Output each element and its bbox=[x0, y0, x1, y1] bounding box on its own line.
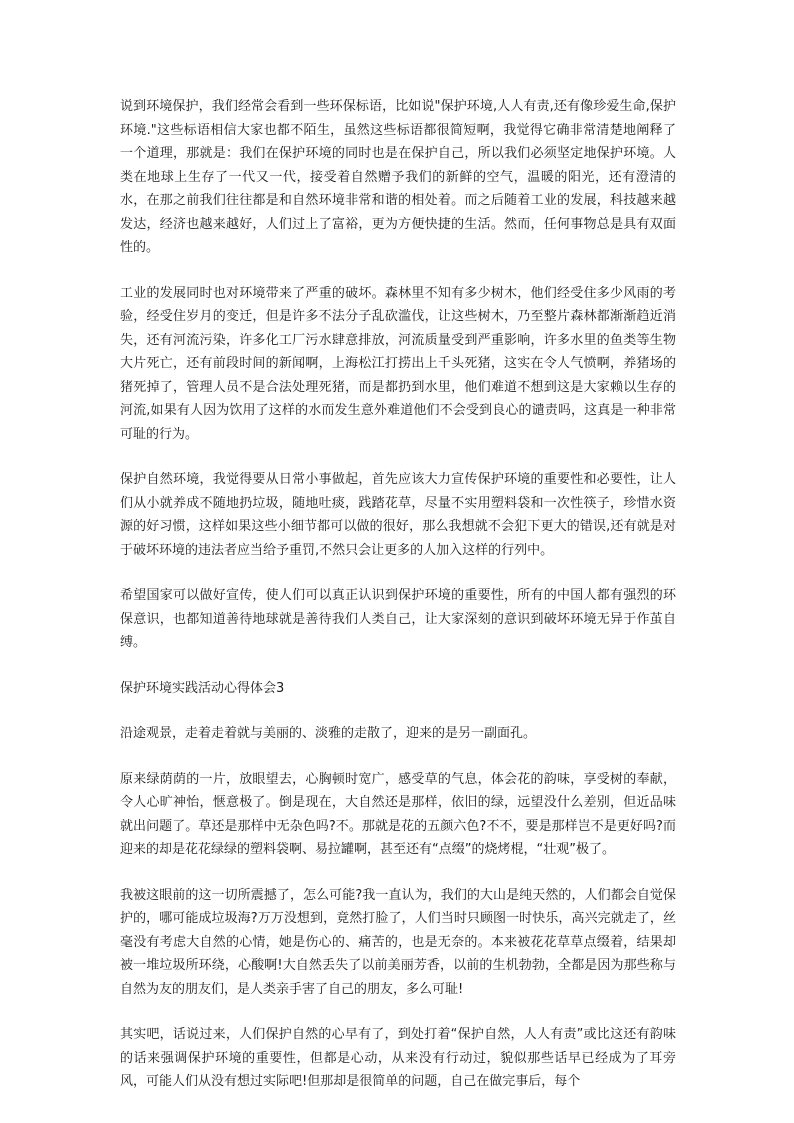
paragraph-intro: 说到环境保护，我们经常会看到一些环保标语，比如说"保护环境,人人有责,还有像珍爱生命,保护环境."这些标语相信大家也都不陌生，虽然这些标语都很简短啊，我觉得它确非常清楚地阐释了一个道理，那就是：我们在保护环境的同时也是在保护自己，所以我们必须坚定地保护环境。人类在地球上生存了一代又一代，接受着自然赠予我们的新鲜的空气，温暖的阳光，还有澄清的水，在那之前我们往往都是和自然环境非常和谐的相处着。而之后随着工业的发展，科技越来越发达，经济也越来越好，人们过上了富裕，更为方便快捷的生活。然而，任何事物总是具有双面性的。 bbox=[120, 99, 676, 255]
section-heading: 保护环境实践活动心得体会3 bbox=[120, 680, 285, 696]
paragraph-daily-actions: 保护自然环境，我觉得要从日常小事做起，首先应该大力宣传保护环境的重要性和必要性，让人们从小就养成不随地扔垃圾，随地吐痰，践踏花草，尽量不实用塑料袋和一次性筷子，珍惜水资源的好习惯，这样如果这些小细节都可以做的很好，那么我想就不会犯下更大的错误,还有就是对于破坏环境的违法者应当给予重罚,不然只会让更多的人加入这样的行列中。 bbox=[120, 472, 676, 558]
document-page bbox=[120, 95, 676, 1116]
paragraph-national-hope: 希望国家可以做好宣传，使人们可以真正认识到保护环境的重要性，所有的中国人都有强烈的环保意识，也都知道善待地球就是善待我们人类自己，让大家深刻的意识到破坏环境无异于作茧自缚。 bbox=[120, 588, 676, 650]
paragraph-sightseeing: 沿途观景，走着走着就与美丽的、淡雅的走散了，迎来的是另一副面孔。 bbox=[120, 726, 537, 741]
paragraph-reflection: 其实吧，话说过来，人们保护自然的心早有了，到处打着“保护自然，人人有责”或比这还有韵味的话来强调保护环境的重要性，但都是心动，从来没有行动过，貌似那些话早已经成为了耳旁风，可能人们从没有想过实际吧!但那却是很简单的问题，自己在做完事后，每个 bbox=[120, 1027, 676, 1089]
paragraph-green-scene: 原来绿荫荫的一片，放眼望去，心胸顿时宽广，感受草的气息，体会花的韵味，享受树的奉献，令人心旷神怡，惬意极了。倒是现在，大自然还是那样，依旧的绿，远望没什么差别，但近品味就出问题了。草还是那样中无杂色吗?不。那就是花的五颜六色?不不，要是那样岂不是更好吗?而迎来的却是花花绿绿的塑料袋啊、易拉罐啊，甚至还有“点缀”的烧烤棍，“壮观”极了。 bbox=[120, 771, 676, 857]
paragraph-shock: 我被这眼前的这一切所震撼了，怎么可能?我一直认为，我们的大山是纯天然的，人们都会自觉保护的，哪可能成垃圾海?万万没想到，竟然打脸了，人们当时只顾图一时快乐，高兴完就走了，丝毫没有考虑大自然的心情，她是伤心的、痛苦的，也是无奈的。本来被花花草草点缀着，结果却被一堆垃圾所环绕，心酸啊!大自然丢失了以前美丽芳香，以前的生机勃勃，全都是因为那些称与自然为友的朋友们，是人类亲手害了自己的朋友，多么可耻! bbox=[120, 887, 676, 997]
paragraph-industry-damage: 工业的发展同时也对环境带来了严重的破坏。森林里不知有多少树木，他们经受住多少风雨的考验，经受住岁月的变迁，但是许多不法分子乱砍滥伐，让这些树木，乃至整片森林都渐渐趋近消失，还有河流污染，许多化工厂污水肆意排放，河流质量受到严重影响，许多水里的鱼类等生物大片死亡，还有前段时间的新闻啊，上海松江打捞出上千头死猪，这实在令人气愤啊，养猪场的猪死掉了，管理人员不是合法处理死猪，而是都扔到水里，他们难道不想到这是大家赖以生存的河流,如果有人因为饮用了这样的水而发生意外难道他们不会受到良心的谴责吗，这真是一种非常可耻的行为。 bbox=[120, 285, 676, 442]
